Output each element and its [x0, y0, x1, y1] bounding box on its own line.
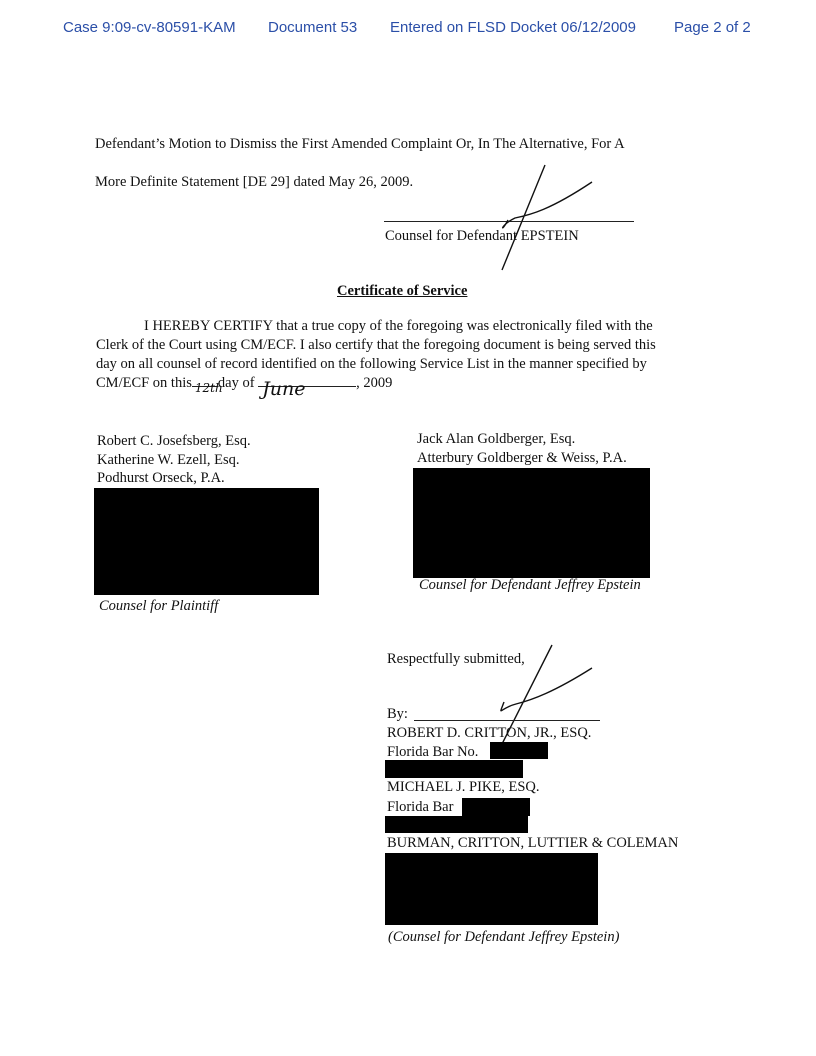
certificate-line-3: day on all counsel of record identified on the following Service List in the manner specified by	[96, 356, 647, 372]
signature-block-role-text: (Counsel for Defendant Jeffrey Epstein)	[388, 929, 620, 945]
redaction-block	[385, 853, 598, 925]
redaction-block	[462, 798, 530, 816]
motion-line-2: More Definite Statement [DE 29] dated May 26, 2009.	[95, 174, 414, 190]
attorney-1-bar: Florida Bar No.	[387, 744, 479, 760]
plaintiff-attorney-2: Katherine W. Ezell, Esq.	[97, 451, 240, 468]
certificate-title: Certificate of Service	[337, 283, 468, 299]
defense-counsel-role: Counsel for Defendant Jeffrey Epstein	[419, 577, 641, 593]
signature-line	[414, 720, 600, 721]
certificate-line-4	[96, 375, 393, 400]
respectfully-submitted: Respectfully submitted,	[387, 651, 525, 667]
plaintiff-firm: Podhurst Orseck, P.A.	[97, 470, 225, 486]
attorney-2-bar: Florida Bar	[387, 799, 454, 815]
case-number: Case 9:09-cv-80591-KAM	[63, 19, 236, 36]
redaction-block	[94, 488, 319, 595]
docket-header	[0, 19, 816, 39]
law-firm-name: BURMAN, CRITTON, LUTTIER & COLEMAN	[387, 835, 679, 851]
handwritten-month-blank	[258, 378, 356, 400]
redaction-block	[385, 816, 528, 833]
document-number: Document 53	[268, 19, 358, 36]
defense-attorney: Jack Alan Goldberger, Esq.	[417, 431, 576, 447]
certificate-year: , 2009	[356, 375, 393, 391]
attorney-1-name: ROBERT D. CRITTON, JR., ESQ.	[387, 725, 592, 741]
redaction-block	[413, 468, 650, 578]
signature-caption: Counsel for Defendant EPSTEIN	[385, 228, 579, 244]
attorney-2-name: MICHAEL J. PIKE, ESQ.	[387, 779, 540, 795]
plaintiff-attorney-1: Robert C. Josefsberg, Esq.	[97, 433, 251, 449]
service-list-right	[417, 430, 627, 467]
redaction-block	[490, 742, 548, 759]
entered-date: Entered on FLSD Docket 06/12/2009	[390, 19, 636, 36]
by-label: By:	[387, 706, 408, 722]
certificate-line-4-prefix: CM/ECF on this	[96, 375, 192, 391]
certificate-line-1: I HEREBY CERTIFY that a true copy of the foregoing was electronically filed with the	[144, 318, 653, 334]
service-list-left	[97, 432, 251, 488]
plaintiff-counsel-role: Counsel for Plaintiff	[99, 598, 219, 614]
defense-firm: Atterbury Goldberger & Weiss, P.A.	[417, 449, 627, 466]
handwritten-signature	[470, 160, 610, 280]
redaction-block	[385, 760, 523, 778]
signature-block-role	[388, 929, 619, 946]
handwritten-day-blank	[192, 381, 223, 395]
page-number: Page 2 of 2	[674, 19, 751, 36]
motion-line-1: Defendant’s Motion to Dismiss the First Amended Complaint Or, In The Alternative, For A	[95, 136, 625, 152]
handwritten-day: 12th	[194, 381, 223, 395]
certificate-line-2: Clerk of the Court using CM/ECF. I also certify that the foregoing document is being served this	[96, 337, 656, 353]
handwritten-month: June	[262, 378, 306, 400]
certificate-day-of: day of	[217, 375, 255, 391]
